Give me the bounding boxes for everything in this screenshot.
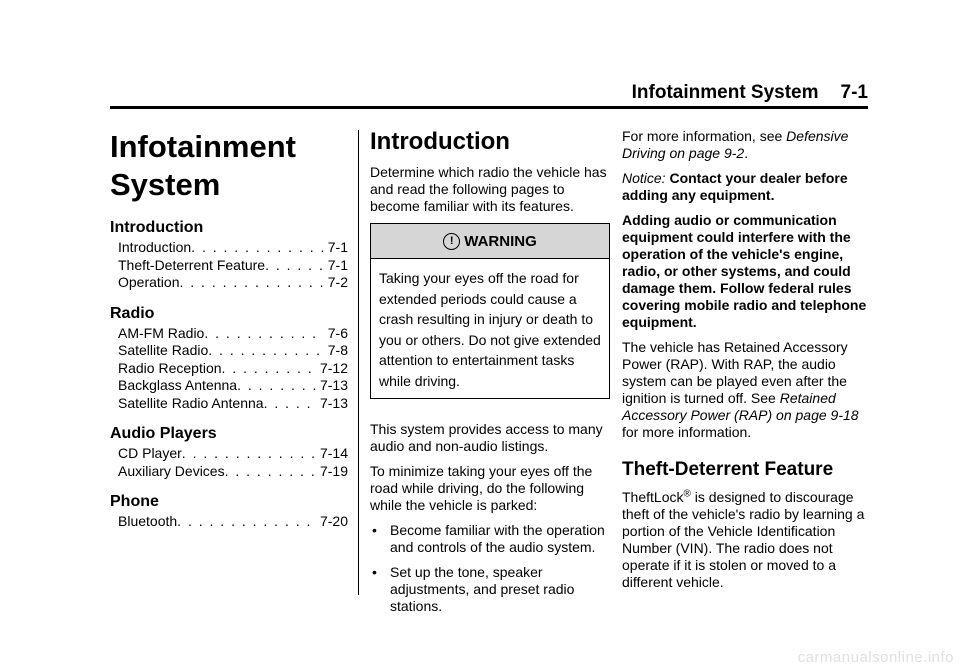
toc-section-title: Radio <box>110 304 155 322</box>
toc-entry[interactable] <box>110 274 348 292</box>
rap-link[interactable]: Retained Accessory Power (RAP) on page 9-18 <box>622 390 859 423</box>
toc-entry[interactable] <box>110 395 348 413</box>
warning-label: WARNING <box>464 232 537 250</box>
header-page-number: 7-1 <box>840 82 868 103</box>
toc-entry-page: 7-13 <box>319 394 348 411</box>
toc-entry[interactable] <box>110 513 348 531</box>
defensive-driving-link[interactable]: Defensive Driving on page 9-2 <box>622 128 849 161</box>
notice-paragraph <box>622 170 872 204</box>
toc-entry-label: Bluetooth <box>118 513 178 529</box>
toc-dot-leader <box>177 513 316 531</box>
toc-entry[interactable] <box>110 377 348 395</box>
toc-entry-page: 7-8 <box>327 342 348 358</box>
chapter-title-line1: Infotainment <box>110 129 296 164</box>
bullet-icon: • <box>372 522 377 538</box>
toc-dot-leader <box>204 325 323 343</box>
toc-entry[interactable] <box>110 239 348 257</box>
more-info-prefix: For more information, see <box>622 128 787 144</box>
introduction-column <box>370 128 610 623</box>
toc-entry-page: 7-2 <box>327 274 348 290</box>
header-rule <box>110 106 868 109</box>
theftlock-brand: TheftLock <box>622 489 684 505</box>
notice-label: Notice: <box>622 170 666 186</box>
column-divider <box>358 130 359 595</box>
rap-paragraph <box>622 339 872 441</box>
toc-section-title: Introduction <box>110 219 204 236</box>
toc-section-title: Phone <box>110 493 159 510</box>
toc-entry[interactable] <box>110 463 348 481</box>
theftlock-paragraph <box>622 489 872 591</box>
toc-section-title: Audio Players <box>110 425 217 442</box>
chapter-title-line2: System <box>110 167 221 202</box>
toc-entry-page: 7-1 <box>327 256 348 273</box>
warning-icon: ! <box>443 233 460 250</box>
toc-entry-label: AM-FM Radio <box>118 324 205 341</box>
toc-dot-leader <box>264 395 316 413</box>
toc-entry-label: Operation <box>118 274 180 290</box>
table-of-contents <box>110 218 348 531</box>
toc-dot-leader <box>225 463 316 481</box>
toc-dot-leader <box>179 274 323 292</box>
rap-text: The vehicle has Retained Accessory Power (RAP). With RAP, the audio system can be played even after the ignition is turned off. See <box>622 339 848 406</box>
system-access-paragraph: This system provides access to many audio and non-audio listings. <box>370 421 603 454</box>
chapter-title <box>110 128 348 204</box>
toc-entry-label: Radio Reception <box>118 359 222 376</box>
toc-entry-page: 7-12 <box>319 359 348 376</box>
introduction-heading: Introduction <box>370 128 510 155</box>
list-item <box>370 564 610 615</box>
notice-body: Adding audio or communication equipment could interfere with the operation of the vehicle's engine, radio, or other systems, and could damage them. Follow federal rules covering mobile radio and telephone equipment. <box>622 212 867 330</box>
intro-paragraph: Determine which radio the vehicle has and read the following pages to become familiar with its features. <box>370 164 607 214</box>
list-item-text: Become familiar with the operation and controls of the audio system. <box>390 522 605 555</box>
right-column <box>622 128 872 599</box>
toc-entry-label: Satellite Radio Antenna <box>118 394 264 411</box>
toc-dot-leader <box>222 360 316 378</box>
theftlock-text: is designed to discourage theft of the vehicle's radio by learning a portion of the Vehicle Identification Number (VIN). The radio does not operate if it is stolen or moved to a different vehicle. <box>622 489 865 590</box>
toc-entry[interactable] <box>110 342 348 360</box>
registered-mark: ® <box>683 488 691 500</box>
chapter-toc-column <box>110 128 348 531</box>
header-section-title: Infotainment System <box>631 82 819 103</box>
toc-entry[interactable] <box>110 325 348 343</box>
toc-entry-label: Auxiliary Devices <box>118 462 225 479</box>
toc-entry-page: 7-6 <box>327 324 348 341</box>
bullet-icon: • <box>372 564 377 580</box>
more-info-suffix: . <box>744 145 749 161</box>
more-info-paragraph <box>622 128 872 162</box>
toc-entry-page: 7-20 <box>319 513 348 529</box>
list-item-text: Set up the tone, speaker adjustments, and preset radio stations. <box>390 564 575 614</box>
toc-dot-leader <box>237 377 316 395</box>
notice-text: Contact your dealer before adding any equipment. <box>622 170 848 203</box>
watermark: carmanualsonline.info <box>797 649 954 666</box>
rap-suffix: for more information. <box>622 424 752 440</box>
toc-entry[interactable] <box>110 445 348 463</box>
list-item <box>370 522 610 556</box>
running-head <box>632 82 868 104</box>
toc-dot-leader <box>208 342 323 360</box>
toc-dot-leader <box>182 445 316 463</box>
toc-entry-page: 7-1 <box>327 239 348 255</box>
parked-tasks-list <box>370 522 610 615</box>
warning-text: Taking your eyes off the road for extended periods could cause a crash resulting in injury or death to you or others. Do not give extended attention to entertainment tasks while driving. <box>379 270 601 389</box>
theft-deterrent-heading: Theft-Deterrent Feature <box>622 459 834 480</box>
warning-box <box>370 223 610 399</box>
toc-dot-leader <box>265 257 324 275</box>
toc-entry[interactable] <box>110 257 348 275</box>
toc-entry-page: 7-19 <box>319 462 348 479</box>
warning-header <box>371 224 609 259</box>
toc-dot-leader <box>191 239 324 257</box>
toc-entry[interactable] <box>110 360 348 378</box>
toc-entry-page: 7-13 <box>319 377 348 393</box>
toc-entry-label: Theft-Deterrent Feature <box>118 256 266 273</box>
toc-entry-page: 7-14 <box>319 445 348 461</box>
toc-entry-label: Introduction <box>118 239 192 255</box>
toc-entry-label: CD Player <box>118 445 182 461</box>
page-header <box>110 78 868 106</box>
toc-entry-label: Satellite Radio <box>118 342 209 358</box>
toc-entry-label: Backglass Antenna <box>118 377 238 393</box>
minimize-distraction-paragraph: To minimize taking your eyes off the road while driving, do the following while the vehicle is parked: <box>370 463 593 513</box>
